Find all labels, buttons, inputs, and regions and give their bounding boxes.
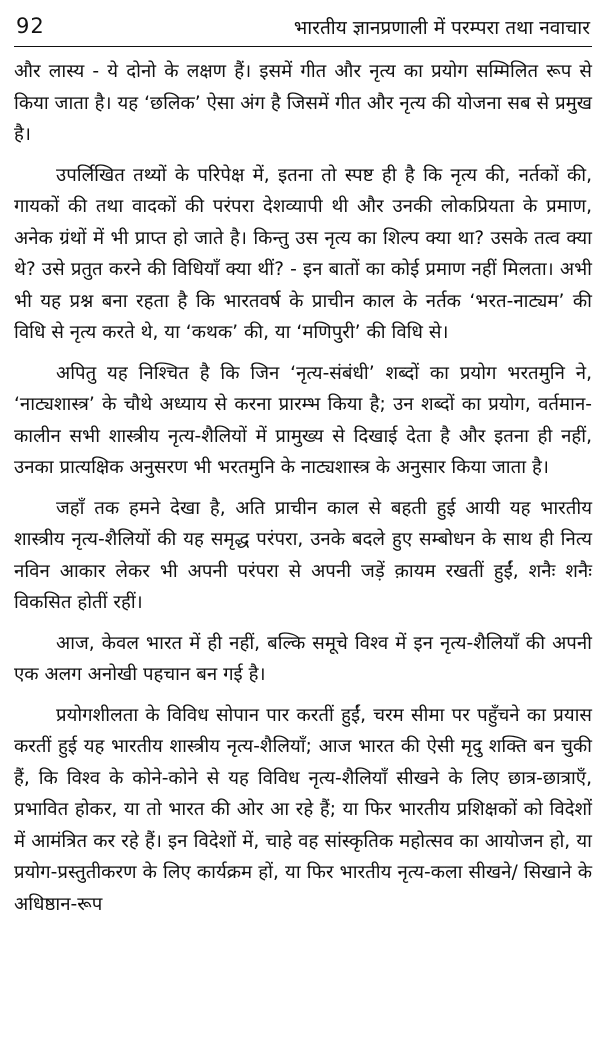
page-number: 92: [16, 14, 45, 38]
paragraph-6: प्रयोगशीलता के विविध सोपान पार करतीं हुईं, चरम सीमा पर पहुँचने का प्रयास करतीं हुई यह भारतीय शास्त्रीय नृत्य-शैलियाँ; आज भारत की ऐसी मृदु शक्ति बन चुकी हैं, कि विश्व के कोने-कोने से यह विविध नृत्य-शैलियाँ सीखने के लिए छात्र-छात्राएँ, प्रभावित होकर, या तो भारत की ओर आ रहे हैं; या फिर भारतीय प्रशिक्षकों को विदेशों में आमंत्रित कर रहे हैं। इन विदेशों में, चाहे वह सांस्कृतिक महोत्सव का आयोजन हो, या प्रयोग-प्रस्तुतीकरण के लिए कार्यक्रम हों, या फिर भारतीय नृत्य-कला सीखने/ सिखाने के अधिष्ठान-रूप: [14, 704, 592, 915]
page-body: [14, 56, 592, 929]
paragraph-5: आज, केवल भारत में ही नहीं, बल्कि समूचे विश्व में इन नृत्य-शैलियाँ की अपनी एक अलग अनोखी पहचान बन गई है।: [14, 632, 592, 685]
header-rule: [14, 46, 592, 47]
paragraph-3: अपितु यह निश्चित है कि जिन ‘नृत्य-संबंधी’ शब्दों का प्रयोग भरतमुनि ने, ‘नाट्यशास्त्र’ के चौथे अध्याय से करना प्रारम्भ किया है; उन शब्दों का प्रयोग, वर्तमान-कालीन सभी शास्त्रीय नृत्य-शैलियों में प्रामुख्य से दिखाई देता है और इतना ही नहीं, उनका प्रात्यक्षिक अनुसरण भी भरतमुनि के नाट्यशास्त्र के अनुसार किया जाता है।: [14, 362, 592, 478]
paragraph-4: जहाँ तक हमने देखा है, अति प्राचीन काल से बहती हुई आयी यह भारतीय शास्त्रीय नृत्य-शैलियों की यह समृद्ध परंपरा, उनके बदले हुए सम्बोधन के साथ ही नित्य नविन आकार लेकर भी अपनी परंपरा से अपनी जड़ें क़ायम रखतीं हुईं, शनैः शनैः विकसित होतीं रहीं।: [14, 497, 592, 613]
paragraph-1: और लास्य - ये दोनो के लक्षण हैं। इसमें गीत और नृत्य का प्रयोग सम्मिलित रूप से किया जाता है। यह ‘छलिक’ ऐसा अंग है जिसमें गीत और नृत्य की योजना सब से प्रमुख है।: [14, 61, 592, 145]
running-title: भारतीय ज्ञानप्रणाली में परम्परा तथा नवाचार: [293, 17, 590, 39]
paragraph-2: उपर्लिखित तथ्यों के परिपेक्ष में, इतना तो स्पष्ट ही है कि नृत्य की, नर्तकों की, गायकों की तथा वादकों की परंपरा देशव्यापी थी और उनकी लोकप्रियता के प्रमाण, अनेक ग्रंथों में भी प्राप्त हो जाते है। किन्तु उस नृत्य का शिल्प क्या था? उसके तत्व क्या थे? उसे प्रतुत करने की विधियाँ क्या थीं? - इन बातों का कोई प्रमाण नहीं मिलता। अभी भी यह प्रश्न बना रहता है कि भारतवर्ष के प्राचीन काल के नर्तक ‘भरत-नाट्यम’ की विधि से नृत्य करते थे, या ‘कथक’ की, या ‘मणिपुरी’ की विधि से।: [14, 164, 592, 343]
book-page: [14, 0, 592, 1044]
page-header: [14, 0, 592, 48]
